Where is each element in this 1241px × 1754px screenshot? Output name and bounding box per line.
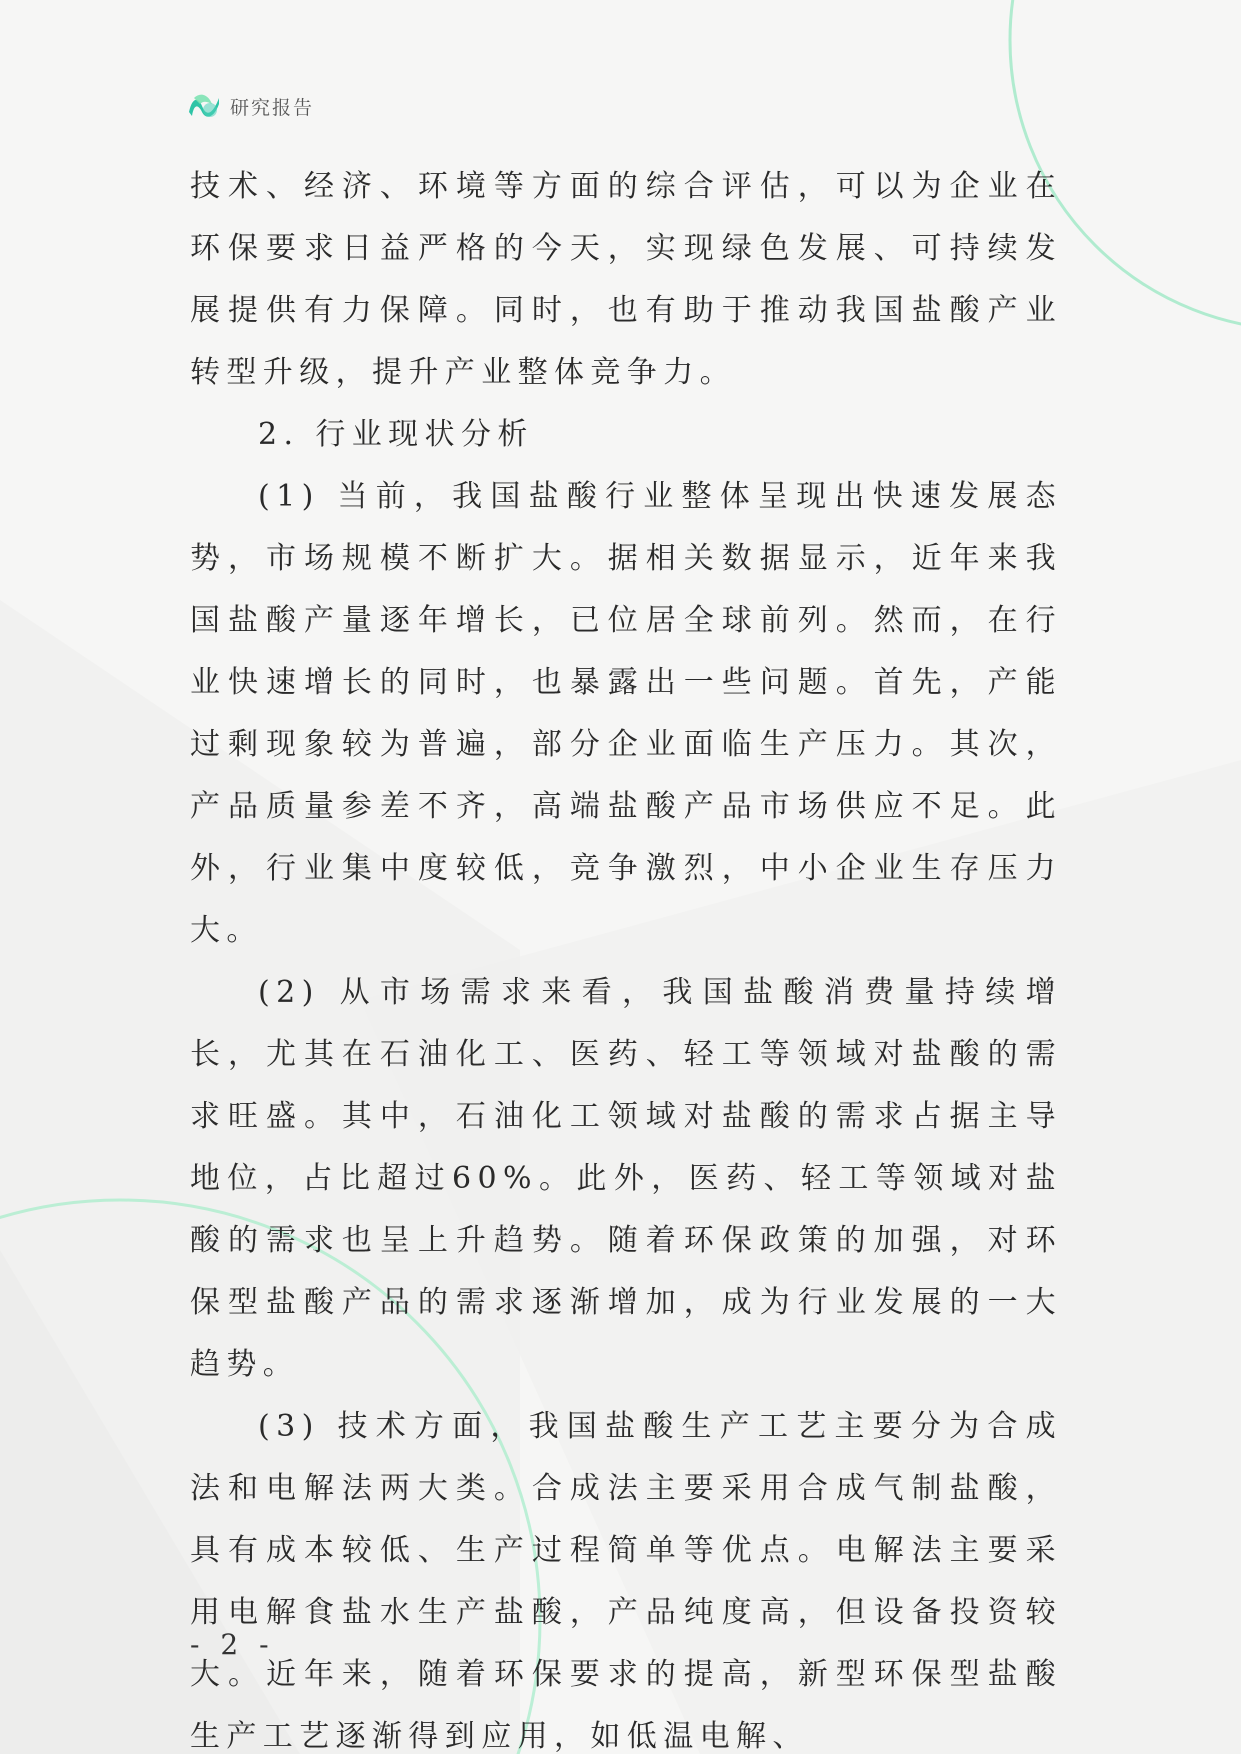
paragraph-market-demand: (2) 从市场需求来看，我国盐酸消费量持续增长，尤其在石油化工、医药、轻工等领域对盐酸的需求旺盛。其中，石油化工领域对盐酸的需求占据主导地位，占比超过60%。此外，医药、轻工等领域对盐酸的需求也呈上升趋势。随着环保政策的加强，对环保型盐酸产品的需求逐渐增加，成为行业发展的一大趋势。 bbox=[190, 975, 1062, 1382]
report-label: 研究报告 bbox=[230, 96, 315, 119]
page-number: - 2 - bbox=[190, 1628, 275, 1661]
paragraph-industry-status: (1) 当前，我国盐酸行业整体呈现出快速发展态势，市场规模不断扩大。据相关数据显示，近年来我国盐酸产量逐年增长，已位居全球前列。然而，在行业快速增长的同时，也暴露出一些问题。首先，产能过剩现象较为普遍，部分企业面临生产压力。其次，产品质量参差不齐，高端盐酸产品市场供应不足。此外，行业集中度较低，竞争激烈，中小企业生存压力大。 bbox=[190, 479, 1062, 948]
report-header bbox=[186, 88, 314, 124]
paragraph-intro: 技术、经济、环境等方面的综合评估，可以为企业在环保要求日益严格的今天，实现绿色发展、可持续发展提供有力保障。同时，也有助于推动我国盐酸产业转型升级，提升产业整体竞争力。 bbox=[190, 169, 1062, 390]
brand-logo-icon bbox=[186, 90, 222, 122]
document-body bbox=[190, 156, 1062, 1754]
section-heading: 2. 行业现状分析 bbox=[258, 417, 534, 452]
paragraph-technology: (3) 技术方面，我国盐酸生产工艺主要分为合成法和电解法两大类。合成法主要采用合成气制盐酸，具有成本较低、生产过程简单等优点。电解法主要采用电解食盐水生产盐酸，产品纯度高，但设备投资较大。近年来，随着环保要求的提高，新型环保型盐酸生产工艺逐渐得到应用，如低温电解、 bbox=[190, 1409, 1062, 1754]
